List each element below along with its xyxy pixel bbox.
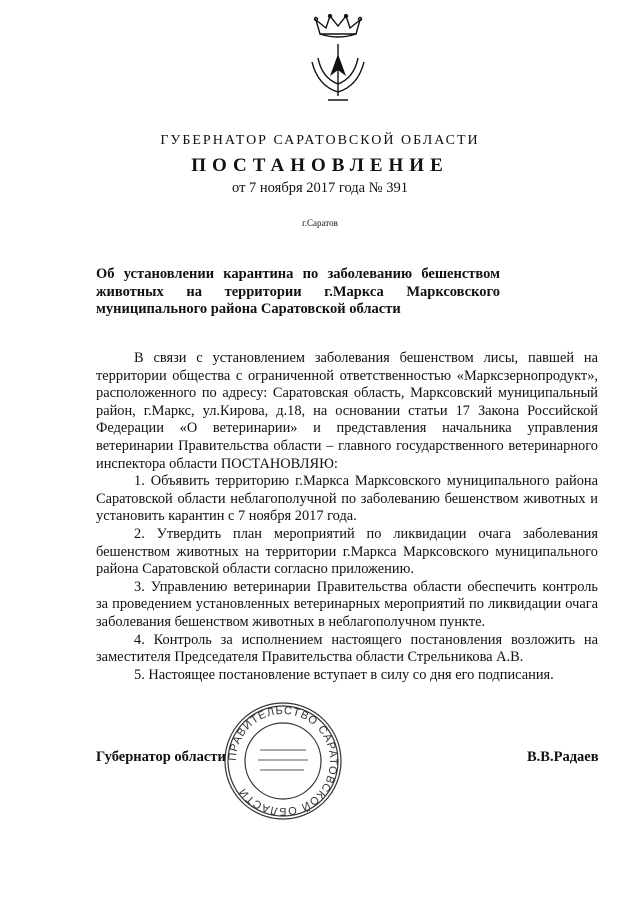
seal-ring-text: ПРАВИТЕЛЬСТВО САРАТОВСКОЙ ОБЛАСТИ [226, 704, 340, 818]
document-type-title: ПОСТАНОВЛЕНИЕ [191, 155, 449, 176]
document-body [96, 350, 598, 684]
document-date-number: от 7 ноября 2017 года № 391 [232, 180, 408, 196]
resolution-item-1: 1. Объявить территорию г.Маркса Марксовского муниципального района Саратовской области неблагополучной по заболеванию бешенством животных и установить карантин с 7 ноября 2017 года. [96, 473, 598, 525]
official-seal-stamp [222, 700, 344, 822]
preamble-paragraph: В связи с установлением заболевания бешенством лисы, павшей на территории общества с ограниченной ответственностью «Марксзернопродукт», расположенного по адресу: Саратовская область, Марксовский муниципальный район, г.Маркс, ул.Кирова, д.18, на основании статьи 17 Закона Российской Федерации «О ветеринарии» и представления начальника управления ветеринарии Правительства области – главного государственного ветеринарного инспектора области ПОСТАНОВЛЯЮ: [96, 350, 598, 472]
resolution-item-5: 5. Настоящее постановление вступает в силу со дня его подписания. [134, 666, 554, 683]
resolution-item-4: 4. Контроль за исполнением настоящего постановления возложить на заместителя Председателя Правительства области Стрельникова А.В. [96, 631, 598, 666]
document-city: г.Саратов [302, 218, 338, 228]
coat-of-arms-emblem [306, 14, 370, 104]
issuing-authority: ГУБЕРНАТОР САРАТОВСКОЙ ОБЛАСТИ [160, 133, 480, 148]
document-subject: Об установлении карантина по заболеванию бешенством животных на территории г.Маркса Марксовского муниципального района Саратовской области [96, 266, 500, 317]
resolution-item-2: 2. Утвердить план мероприятий по ликвидации очага заболевания бешенством животных на территории г.Маркса Марксовского муниципального района Саратовской области согласно приложению. [96, 525, 598, 578]
signatory-position: Губернатор области [96, 749, 226, 765]
resolution-item-3: 3. Управлению ветеринарии Правительства области обеспечить контроль за проведением установленных ветеринарных мероприятий по ликвидации очага заболевания бешенством животных в неблагополучном пункте. [96, 578, 598, 630]
signatory-name: В.В.Радаев [527, 749, 599, 765]
